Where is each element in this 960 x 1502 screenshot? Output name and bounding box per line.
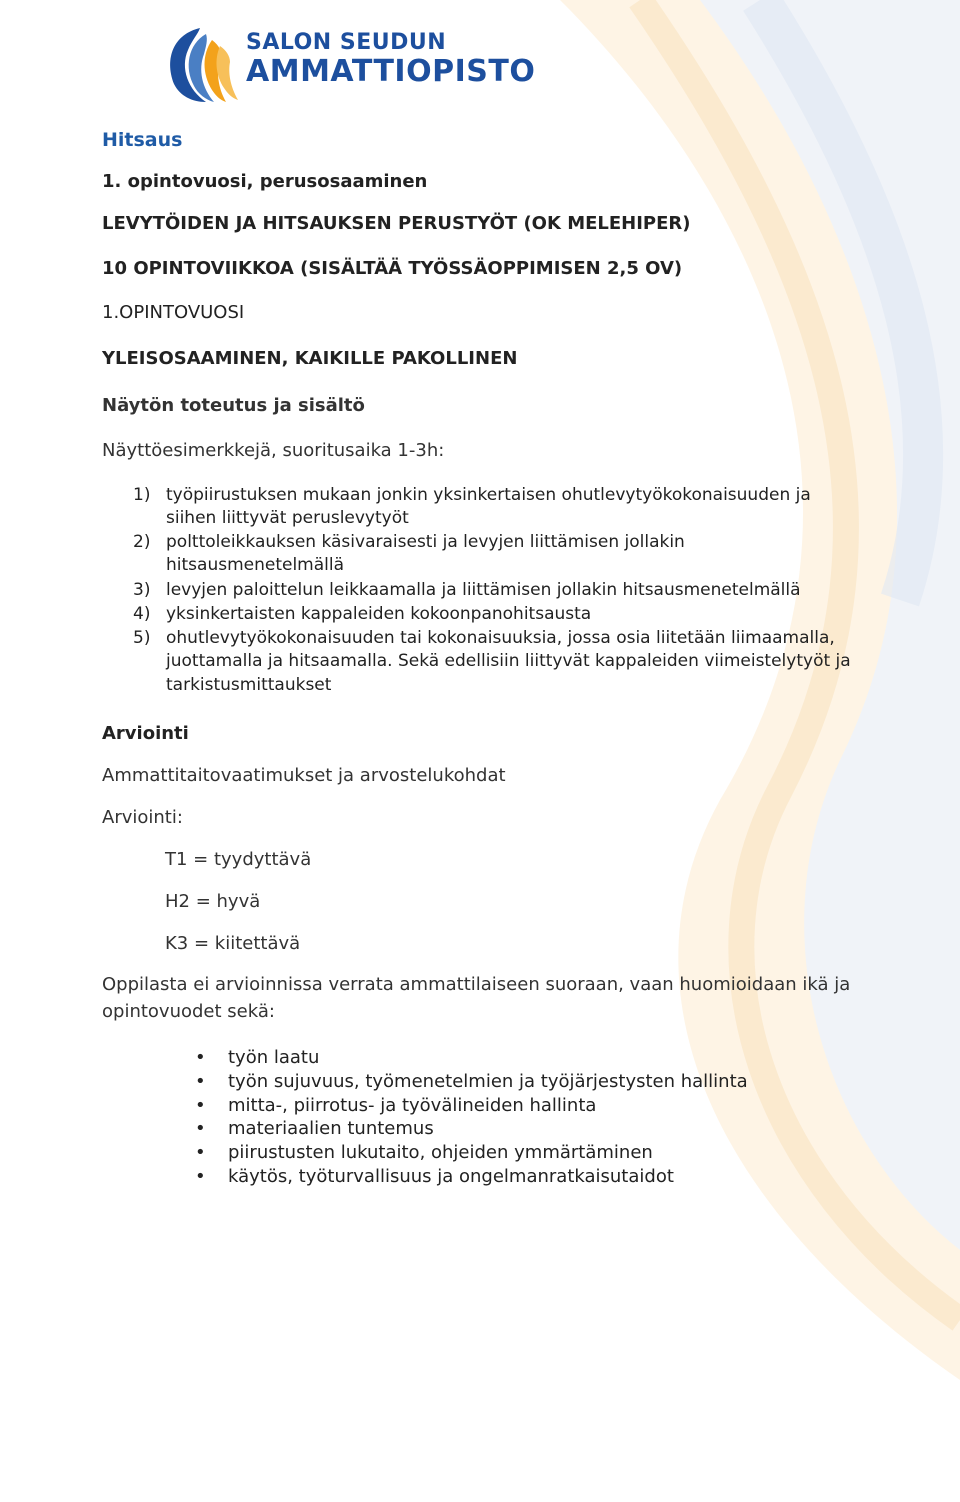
module-title: LEVYTÖIDEN JA HITSAUKSEN PERUSTYÖT (OK MELEHIPER) bbox=[102, 213, 691, 234]
logo-emblem-icon bbox=[162, 24, 242, 104]
list-text-continued: siihen liittyvät peruslevytyöt bbox=[166, 508, 409, 528]
list-text-continued: tarkistusmittaukset bbox=[166, 675, 332, 695]
grade-item: K3 = kiitettävä bbox=[165, 933, 301, 954]
logo-line-2: AMMATTIOPISTO bbox=[246, 54, 536, 89]
grade-item: T1 = tyydyttävä bbox=[165, 849, 312, 870]
school-logo bbox=[162, 24, 542, 104]
list-text-continued: juottamalla ja hitsaamalla. Sekä edellisiin liittyvät kappaleiden viimeistelytyöt ja bbox=[166, 651, 851, 671]
list-number: 5) bbox=[133, 628, 151, 648]
grade-item: H2 = hyvä bbox=[165, 891, 261, 912]
study-year-caps: 1.OPINTOVUOSI bbox=[102, 302, 245, 323]
assessment-heading: Arviointi bbox=[102, 723, 189, 744]
logo-line-1: SALON SEUDUN bbox=[246, 30, 447, 55]
assessment-label: Arviointi: bbox=[102, 807, 183, 828]
bullet-icon: • bbox=[195, 1166, 206, 1187]
bullet-icon: • bbox=[195, 1095, 206, 1116]
list-text-continued: hitsausmenetelmällä bbox=[166, 555, 345, 575]
bullet-icon: • bbox=[195, 1142, 206, 1163]
list-number: 2) bbox=[133, 532, 151, 552]
list-number: 4) bbox=[133, 604, 151, 624]
assessment-note-line-1: Oppilasta ei arvioinnissa verrata ammattilaiseen suoraan, vaan huomioidaan ikä ja bbox=[102, 974, 851, 995]
list-text: polttoleikkauksen käsivaraisesti ja levyjen liittämisen jollakin bbox=[166, 532, 685, 552]
list-text: ohutlevytyökokonaisuuden tai kokonaisuuksia, jossa osia liitetään liimaamalla, bbox=[166, 628, 835, 648]
module-weeks: 10 OPINTOVIIKKOA (SISÄLTÄÄ TYÖSSÄOPPIMISEN 2,5 OV) bbox=[102, 258, 683, 279]
section-heading: Näytön toteutus ja sisältö bbox=[102, 395, 365, 416]
assessment-requirements: Ammattitaitovaatimukset ja arvostelukohdat bbox=[102, 765, 506, 786]
bullet-icon: • bbox=[195, 1047, 206, 1068]
list-text: materiaalien tuntemus bbox=[228, 1118, 434, 1139]
list-number: 3) bbox=[133, 580, 151, 600]
list-text: työn laatu bbox=[228, 1047, 320, 1068]
study-year: 1. opintovuosi, perusosaaminen bbox=[102, 171, 428, 192]
general-competence: YLEISOSAAMINEN, KAIKILLE PAKOLLINEN bbox=[102, 348, 518, 369]
list-text: yksinkertaisten kappaleiden kokoonpanohitsausta bbox=[166, 604, 592, 624]
list-number: 1) bbox=[133, 485, 151, 505]
list-text: levyjen paloittelun leikkaamalla ja liittämisen jollakin hitsausmenetelmällä bbox=[166, 580, 801, 600]
page-title: Hitsaus bbox=[102, 129, 183, 151]
list-text: työn sujuvuus, työmenetelmien ja työjärjestysten hallinta bbox=[228, 1071, 748, 1092]
list-text: työpiirustuksen mukaan jonkin yksinkertaisen ohutlevytyökokonaisuuden ja bbox=[166, 485, 811, 505]
bullet-icon: • bbox=[195, 1118, 206, 1139]
list-text: mitta-, piirrotus- ja työvälineiden hallinta bbox=[228, 1095, 597, 1116]
list-text: piirustusten lukutaito, ohjeiden ymmärtäminen bbox=[228, 1142, 653, 1163]
examples-intro: Näyttöesimerkkejä, suoritusaika 1-3h: bbox=[102, 440, 445, 461]
list-text: käytös, työturvallisuus ja ongelmanratkaisutaidot bbox=[228, 1166, 674, 1187]
assessment-note-line-2: opintovuodet sekä: bbox=[102, 1001, 275, 1022]
bullet-icon: • bbox=[195, 1071, 206, 1092]
